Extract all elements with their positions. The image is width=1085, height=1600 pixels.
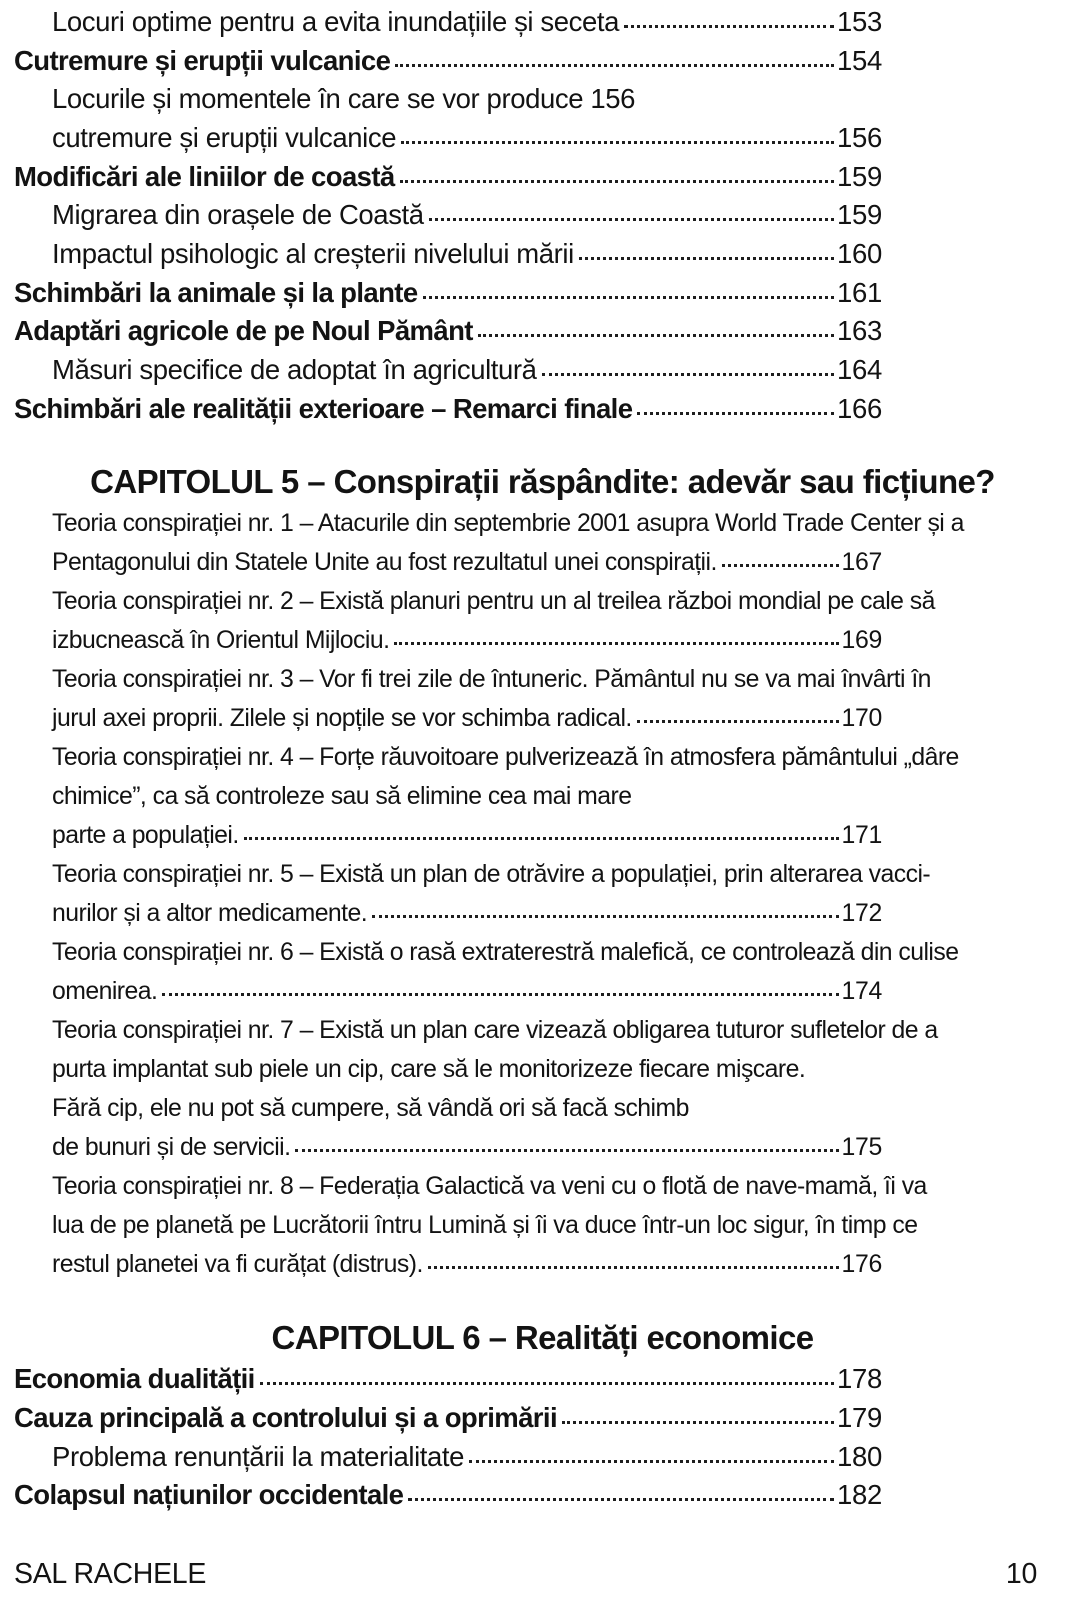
toc-row-label: Pentagonului din Statele Unite au fost rezultatul unei conspirații. xyxy=(52,549,717,577)
toc-row-page: 180 xyxy=(837,1440,882,1472)
toc-row xyxy=(0,274,1085,313)
dot-leader xyxy=(429,218,834,221)
toc-row xyxy=(0,42,1085,81)
toc-row-label: omenirea. xyxy=(52,978,158,1006)
dot-leader xyxy=(637,412,834,415)
toc-row-page: 164 xyxy=(837,353,882,385)
toc-row-label: izbucnească în Orientul Mijlociu. xyxy=(52,627,390,655)
dot-leader xyxy=(722,564,839,567)
toc-row xyxy=(0,777,1085,816)
footer-page-number: 10 xyxy=(1005,1558,1037,1590)
toc-row-label: purta implantat sub piele un cip, care să le monitorizeze fiecare mişcare. xyxy=(52,1056,806,1084)
toc-row xyxy=(0,235,1085,274)
toc-row xyxy=(0,1011,1085,1050)
dot-leader xyxy=(423,296,834,299)
toc-row xyxy=(0,855,1085,894)
dot-leader xyxy=(401,141,834,144)
toc-row-label: Cauza principală a controlului și a oprimării xyxy=(14,1401,557,1433)
toc-row-label: Teoria conspirației nr. 6 – Există o rasă extraterestră malefică, ce controlează din culise xyxy=(52,939,959,967)
toc-row-label: Măsuri specifice de adoptat în agricultură xyxy=(52,353,537,385)
toc-row-label: Locuri optime pentru a evita inundațiile și seceta xyxy=(52,6,620,37)
toc-row xyxy=(0,1360,1085,1399)
chapter-heading xyxy=(0,460,1085,504)
toc-row xyxy=(0,1399,1085,1438)
toc-row-page: 161 xyxy=(837,276,882,308)
dot-leader xyxy=(542,373,834,376)
toc-row-label: lua de pe planetă pe Lucrătorii întru Lumină și îi va duce într-un loc sigur, în timp ce xyxy=(52,1212,918,1240)
dot-leader xyxy=(624,25,834,28)
toc-row-page: 163 xyxy=(837,315,882,347)
toc-row-page: 160 xyxy=(837,237,882,269)
toc-row xyxy=(0,196,1085,235)
toc-row xyxy=(0,3,1085,42)
dot-leader xyxy=(400,180,834,183)
toc-row-label: jurul axei proprii. Zilele și nopțile se vor schimba radical. xyxy=(52,705,632,733)
toc-row-label: cutremure și erupții vulcanice xyxy=(52,121,397,153)
toc-row-page: 153 xyxy=(837,6,882,37)
toc-row xyxy=(0,621,1085,660)
toc-row xyxy=(0,894,1085,933)
dot-leader xyxy=(478,334,834,337)
toc-row xyxy=(0,390,1085,429)
dot-leader xyxy=(469,1460,834,1463)
dot-leader xyxy=(372,915,838,918)
dot-leader xyxy=(428,1266,839,1269)
toc-row-label: Impactul psihologic al creșterii nivelului mării xyxy=(52,237,574,269)
toc-row-page: 174 xyxy=(841,978,882,1006)
toc-row-label: CAPITOLUL 6 – Realități economice xyxy=(271,1319,814,1357)
toc-row-page: 182 xyxy=(837,1479,882,1511)
toc-row-label: Fără cip, ele nu pot să cumpere, să vândă ori să facă schimb xyxy=(52,1095,689,1123)
toc-row xyxy=(0,1206,1085,1245)
toc-row xyxy=(0,699,1085,738)
toc-row xyxy=(0,1167,1085,1206)
footer-author: SAL RACHELE xyxy=(14,1558,207,1590)
dot-leader xyxy=(394,642,838,645)
toc-row-label: Adaptări agricole de pe Noul Pământ xyxy=(14,315,473,347)
toc-row xyxy=(0,80,1085,119)
toc-row-label: Colapsul națiunilor occidentale xyxy=(14,1479,404,1511)
dot-leader xyxy=(637,720,839,723)
toc-row-label: Teoria conspirației nr. 3 – Vor fi trei zile de întuneric. Pământul nu se va mai învârti în xyxy=(52,666,931,694)
toc-row-label: de bunuri și de servicii. xyxy=(52,1134,291,1162)
toc-row xyxy=(0,1128,1085,1167)
toc-row xyxy=(0,972,1085,1011)
toc-row xyxy=(0,351,1085,390)
toc-row-label: Teoria conspirației nr. 4 – Forțe răuvoitoare pulverizează în atmosfera pământului „dâre xyxy=(52,744,959,772)
dot-leader xyxy=(260,1382,834,1385)
dot-leader xyxy=(562,1421,834,1424)
toc-row xyxy=(0,1438,1085,1477)
toc-row-label: restul planetei va fi curățat (distrus). xyxy=(52,1251,423,1279)
toc-row-page: 159 xyxy=(837,199,882,231)
toc-row xyxy=(0,543,1085,582)
page-footer xyxy=(14,1558,1037,1591)
toc-row-page: 179 xyxy=(837,1401,882,1433)
toc-row-label: Teoria conspirației nr. 8 – Federația Galactică va veni cu o flotă de nave-mamă, îi va xyxy=(52,1173,927,1201)
dot-leader xyxy=(395,64,834,67)
toc-row-page: 166 xyxy=(837,392,882,424)
toc-row xyxy=(0,738,1085,777)
dot-leader xyxy=(579,257,834,260)
toc-row-label: Schimbări la animale și la plante xyxy=(14,276,418,308)
toc-row-label: Modificări ale liniilor de coastă xyxy=(14,160,395,192)
toc-row xyxy=(0,1245,1085,1284)
toc-row-label: Problema renunțării la materialitate xyxy=(52,1440,465,1472)
toc-row-page: 159 xyxy=(837,160,882,192)
toc-row-page: 176 xyxy=(841,1251,882,1279)
toc-row-page: 172 xyxy=(841,900,882,928)
toc-row-label: Schimbări ale realității exterioare – Remarci finale xyxy=(14,392,633,424)
dot-leader xyxy=(295,1149,838,1152)
toc-row xyxy=(0,312,1085,351)
toc-row-label: Cutremure și erupții vulcanice xyxy=(14,44,391,76)
toc-row-label: chimice”, ca să controleze sau să elimine cea mai mare xyxy=(52,783,632,811)
toc-row-label: Teoria conspirației nr. 2 – Există planuri pentru un al treilea război mondial pe cale să xyxy=(52,588,935,616)
toc-row xyxy=(0,504,1085,543)
toc-row-label: Locurile și momentele în care se vor produce 156 xyxy=(52,83,636,115)
toc-row xyxy=(0,660,1085,699)
toc-row-label: nurilor și a altor medicamente. xyxy=(52,900,368,928)
toc-row xyxy=(0,582,1085,621)
toc-row-page: 167 xyxy=(841,549,882,577)
toc-row-page: 169 xyxy=(841,627,882,655)
toc-row xyxy=(0,1050,1085,1089)
toc-row-page: 178 xyxy=(837,1363,882,1395)
toc-row-page: 156 xyxy=(837,121,882,153)
toc-row-label: parte a populației. xyxy=(52,822,239,850)
toc-row-page: 171 xyxy=(841,822,882,850)
toc-row-label: Teoria conspirației nr. 1 – Atacurile din septembrie 2001 asupra World Trade Center și a xyxy=(52,510,964,538)
toc-row-label: Economia dualității xyxy=(14,1363,255,1395)
toc-row-label: Migrarea din orașele de Coastă xyxy=(52,199,424,231)
toc-row-label: Teoria conspirației nr. 7 – Există un plan care vizează obligarea tuturor sufletelor de a xyxy=(52,1017,938,1045)
dot-leader xyxy=(244,837,839,840)
toc-row-page: 154 xyxy=(837,44,882,76)
toc-row-label: Teoria conspirației nr. 5 – Există un plan de otrăvire a populației, prin alterarea vacci- xyxy=(52,861,931,889)
dot-leader xyxy=(162,993,838,996)
chapter-heading xyxy=(0,1316,1085,1360)
dot-leader xyxy=(408,1498,834,1501)
toc-row-label: CAPITOLUL 5 – Conspirații răspândite: adevăr sau ficțiune? xyxy=(90,463,995,501)
toc-row xyxy=(0,933,1085,972)
toc-row-page: 175 xyxy=(841,1134,882,1162)
toc-row xyxy=(0,1089,1085,1128)
toc-row xyxy=(0,1476,1085,1515)
toc-row xyxy=(0,158,1085,197)
toc-row-page: 170 xyxy=(841,705,882,733)
toc-row xyxy=(0,119,1085,158)
toc-row xyxy=(0,816,1085,855)
